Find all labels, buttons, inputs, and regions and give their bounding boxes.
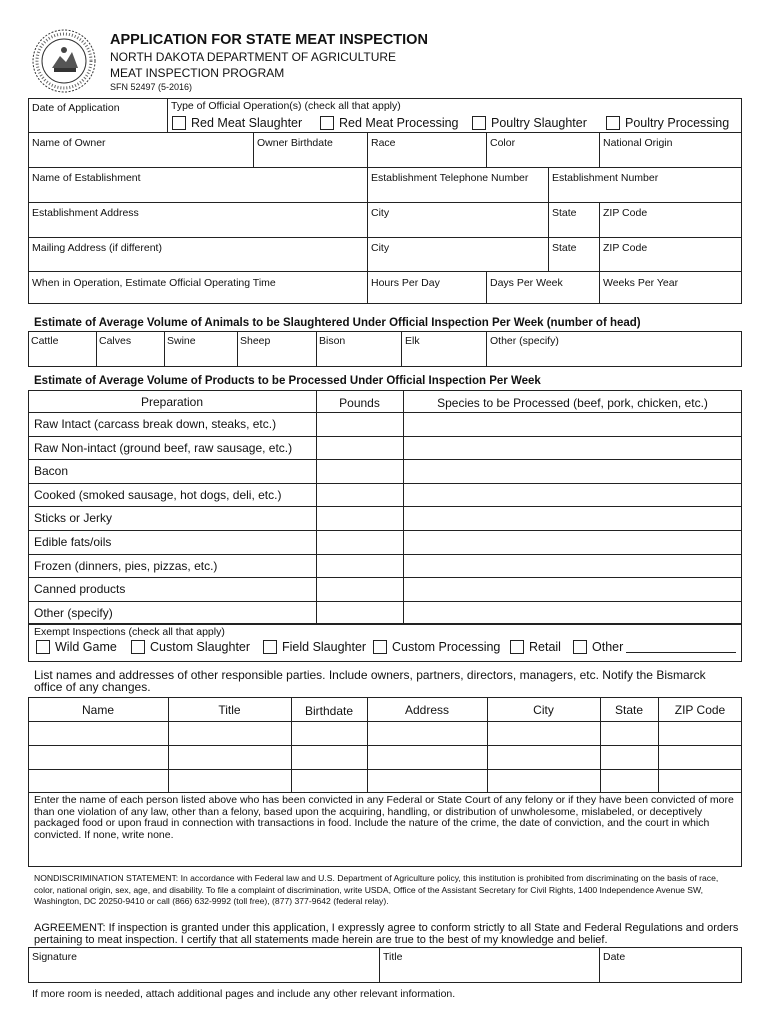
product-row-label: Raw Non-intact (ground beef, raw sausage, etc.) <box>34 441 293 455</box>
product-pounds-input[interactable] <box>317 555 402 577</box>
checkbox-red-meat-slaughter[interactable]: Red Meat Slaughter <box>172 116 302 130</box>
product-row-label: Frozen (dinners, pies, pizzas, etc.) <box>34 559 218 573</box>
hours-per-day-field[interactable]: Hours Per Day <box>371 277 440 289</box>
mailing-state-field[interactable]: State <box>552 242 577 254</box>
parties-title-header: Title <box>218 703 241 717</box>
animals-table <box>28 331 742 367</box>
conviction-instructions: Enter the name of each person listed above who has been convicted in any Federal or State Court of any felony or if they have been convicted of more than one violation of any law, other than a felony, based upon the acquiring, handling, or distribution of unwholesome, mislabeled, or deceptively packaged food or upon fraud in connection with transactions in food. Include the nature of the crime, the date of conviction, and the court in which convicted. If none, write none. <box>34 794 734 841</box>
preparation-header: Preparation <box>140 395 204 409</box>
product-pounds-input[interactable] <box>317 578 402 600</box>
form-number: SFN 52497 (5-2016) <box>110 82 193 92</box>
elk-field[interactable]: Elk <box>405 335 420 347</box>
other-exempt-line[interactable] <box>626 652 736 653</box>
product-pounds-input[interactable] <box>317 531 402 553</box>
swine-field[interactable]: Swine <box>167 335 196 347</box>
bison-field[interactable]: Bison <box>319 335 346 347</box>
signature-date-field[interactable]: Date <box>603 951 626 963</box>
establishment-state-field[interactable]: State <box>552 207 577 219</box>
color-field[interactable]: Color <box>490 137 516 149</box>
product-species-input[interactable] <box>404 507 741 529</box>
parties-name-header: Name <box>81 703 114 717</box>
program-name: MEAT INSPECTION PROGRAM <box>110 66 285 80</box>
pounds-header: Pounds <box>339 396 380 410</box>
signature-title-field[interactable]: Title <box>383 951 403 963</box>
checkbox-field-slaughter[interactable]: Field Slaughter <box>263 640 366 654</box>
agreement-text: AGREEMENT: If inspection is granted under this application, I expressly agree to conform strictly to all State and Federal Regulations and orders pertaining to meat inspection. I certify that all statements made herein are true to the best of my knowledge and belief. <box>34 922 739 946</box>
product-species-input[interactable] <box>404 437 741 459</box>
product-species-input[interactable] <box>404 602 741 624</box>
date-of-application-field[interactable]: Date of Application <box>32 102 120 114</box>
department-name: NORTH DAKOTA DEPARTMENT OF AGRICULTURE <box>110 50 397 64</box>
product-pounds-input[interactable] <box>317 460 402 482</box>
footer-note: If more room is needed, attach additional pages and include any other relevant information. <box>32 988 456 1000</box>
product-species-input[interactable] <box>404 578 741 600</box>
product-pounds-input[interactable] <box>317 413 402 435</box>
other-animals-field[interactable]: Other (specify) <box>490 335 559 347</box>
product-species-input[interactable] <box>404 484 741 506</box>
owner-name-field[interactable]: Name of Owner <box>32 137 106 149</box>
product-species-input[interactable] <box>404 555 741 577</box>
product-row-label: Edible fats/oils <box>34 535 112 549</box>
animals-heading: Estimate of Average Volume of Animals to be Slaughtered Under Official Inspection Per Week (number of head) <box>34 317 641 329</box>
product-pounds-input[interactable] <box>317 602 402 624</box>
form-title: APPLICATION FOR STATE MEAT INSPECTION <box>110 32 428 48</box>
establishment-name-field[interactable]: Name of Establishment <box>32 172 141 184</box>
species-header: Species to be Processed (beef, pork, chicken, etc.) <box>437 396 708 410</box>
parties-zip-header: ZIP Code <box>674 703 726 717</box>
operation-type-label: Type of Official Operation(s) (check all that apply) <box>171 100 401 112</box>
product-species-input[interactable] <box>404 413 741 435</box>
establishment-number-field[interactable]: Establishment Number <box>552 172 659 184</box>
parties-intro: List names and addresses of other responsible parties. Include owners, partners, directors, managers, etc. Notify the Bismarck office of any changes. <box>34 668 706 694</box>
establishment-city-field[interactable]: City <box>371 207 390 219</box>
product-species-input[interactable] <box>404 460 741 482</box>
calves-field[interactable]: Calves <box>99 335 132 347</box>
nondiscrimination-statement: NONDISCRIMINATION STATEMENT: In accordance with Federal law and U.S. Department of Agriculture policy, this institution is prohibited from discriminating on the basis of race, color, national origin, sex, age, and disability. To file a complaint of discrimination, write USDA, Office of the Assistant Secretary for Civil Rights, 1400 Independence Avenue SW, Washington, DC 20250-9410 or call (866) 632-9992 (toll free), (877) 377-9642 (federal relay). <box>34 873 719 906</box>
owner-birthdate-field[interactable]: Owner Birthdate <box>257 137 333 149</box>
product-pounds-input[interactable] <box>317 437 402 459</box>
signature-field[interactable]: Signature <box>32 951 77 963</box>
checkbox-red-meat-processing[interactable]: Red Meat Processing <box>320 116 459 130</box>
checkbox-custom-processing[interactable]: Custom Processing <box>373 640 500 654</box>
days-per-week-field[interactable]: Days Per Week <box>490 277 563 289</box>
product-row-label: Bacon <box>34 464 69 478</box>
national-origin-field[interactable]: National Origin <box>603 137 673 149</box>
establishment-address-field[interactable]: Establishment Address <box>32 207 139 219</box>
product-pounds-input[interactable] <box>317 507 402 529</box>
product-row-label: Raw Intact (carcass break down, steaks, etc.) <box>34 417 277 431</box>
product-row-label: Canned products <box>34 582 126 596</box>
checkbox-poultry-processing[interactable]: Poultry Processing <box>606 116 729 130</box>
weeks-per-year-field[interactable]: Weeks Per Year <box>603 277 679 289</box>
checkbox-wild-game[interactable]: Wild Game <box>36 640 117 654</box>
cattle-field[interactable]: Cattle <box>31 335 59 347</box>
exempt-label: Exempt Inspections (check all that apply) <box>34 626 225 638</box>
mailing-address-field[interactable]: Mailing Address (if different) <box>32 242 162 254</box>
products-heading: Estimate of Average Volume of Products to be Processed Under Official Inspection Per Week <box>34 375 541 387</box>
product-row-label: Other (specify) <box>34 606 113 620</box>
parties-address-header: Address <box>404 703 450 717</box>
state-seal <box>30 28 98 94</box>
operating-time-label: When in Operation, Estimate Official Operating Time <box>32 277 276 289</box>
parties-table <box>28 697 742 867</box>
product-pounds-input[interactable] <box>317 484 402 506</box>
sheep-field[interactable]: Sheep <box>240 335 271 347</box>
product-row-label: Sticks or Jerky <box>34 511 113 525</box>
parties-birthdate-header: Birthdate <box>304 704 354 718</box>
product-row-label: Cooked (smoked sausage, hot dogs, deli, etc.) <box>34 488 282 502</box>
establishment-zip-field[interactable]: ZIP Code <box>603 207 648 219</box>
parties-state-header: State <box>614 703 644 717</box>
checkbox-other-exempt[interactable]: Other <box>573 640 623 654</box>
checkbox-custom-slaughter[interactable]: Custom Slaughter <box>131 640 250 654</box>
mailing-city-field[interactable]: City <box>371 242 390 254</box>
establishment-phone-field[interactable]: Establishment Telephone Number <box>371 172 529 184</box>
product-species-input[interactable] <box>404 531 741 553</box>
checkbox-retail[interactable]: Retail <box>510 640 561 654</box>
checkbox-poultry-slaughter[interactable]: Poultry Slaughter <box>472 116 587 130</box>
race-field[interactable]: Race <box>371 137 396 149</box>
mailing-zip-field[interactable]: ZIP Code <box>603 242 648 254</box>
parties-city-header: City <box>533 703 554 717</box>
